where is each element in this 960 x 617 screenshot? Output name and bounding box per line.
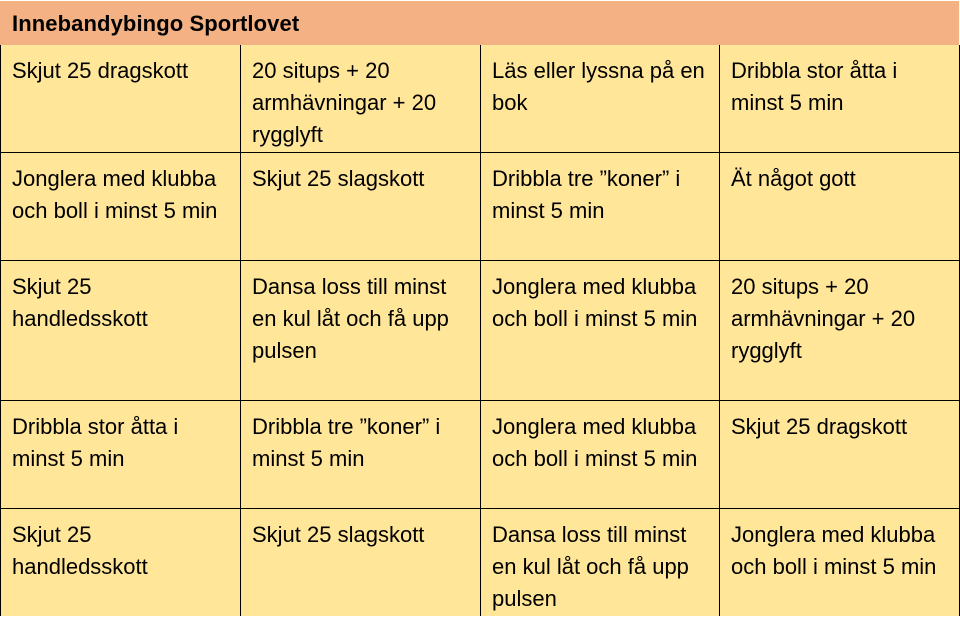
bingo-cell-r1-c2: 20 situps + 20 armhävningar + 20 rygglyft [241, 45, 481, 153]
bingo-cell-r3-c3: Jonglera med klubba och boll i minst 5 min [481, 261, 720, 401]
bingo-cell-r4-c2: Dribbla tre ”koner” i minst 5 min [241, 401, 481, 509]
bingo-cell-r5-c2: Skjut 25 slagskott [241, 509, 481, 616]
bingo-cell-r5-c3: Dansa loss till minst en kul låt och få upp pulsen [481, 509, 720, 616]
bingo-cell-r3-c4: 20 situps + 20 armhävningar + 20 rygglyft [720, 261, 960, 401]
bingo-cell-r4-c1: Dribbla stor åtta i minst 5 min [1, 401, 241, 509]
bingo-cell-r1-c3: Läs eller lyssna på en bok [481, 45, 720, 153]
bingo-cell-r3-c1: Skjut 25 handledsskott [1, 261, 241, 401]
bingo-cell-r1-c1: Skjut 25 dragskott [1, 45, 241, 153]
bingo-cell-r2-c2: Skjut 25 slagskott [241, 153, 481, 261]
bingo-cell-r4-c3: Jonglera med klubba och boll i minst 5 min [481, 401, 720, 509]
bingo-cell-r3-c2: Dansa loss till minst en kul låt och få upp pulsen [241, 261, 481, 401]
bingo-cell-r5-c4: Jonglera med klubba och boll i minst 5 min [720, 509, 960, 616]
table-title: Innebandybingo Sportlovet [0, 0, 959, 45]
bingo-cell-r4-c4: Skjut 25 dragskott [720, 401, 960, 509]
bingo-grid [0, 45, 959, 616]
bingo-cell-r2-c1: Jonglera med klubba och boll i minst 5 min [1, 153, 241, 261]
bingo-cell-r1-c4: Dribbla stor åtta i minst 5 min [720, 45, 960, 153]
bingo-cell-r2-c4: Ät något gott [720, 153, 960, 261]
bingo-cell-r5-c1: Skjut 25 handledsskott [1, 509, 241, 616]
bingo-cell-r2-c3: Dribbla tre ”koner” i minst 5 min [481, 153, 720, 261]
